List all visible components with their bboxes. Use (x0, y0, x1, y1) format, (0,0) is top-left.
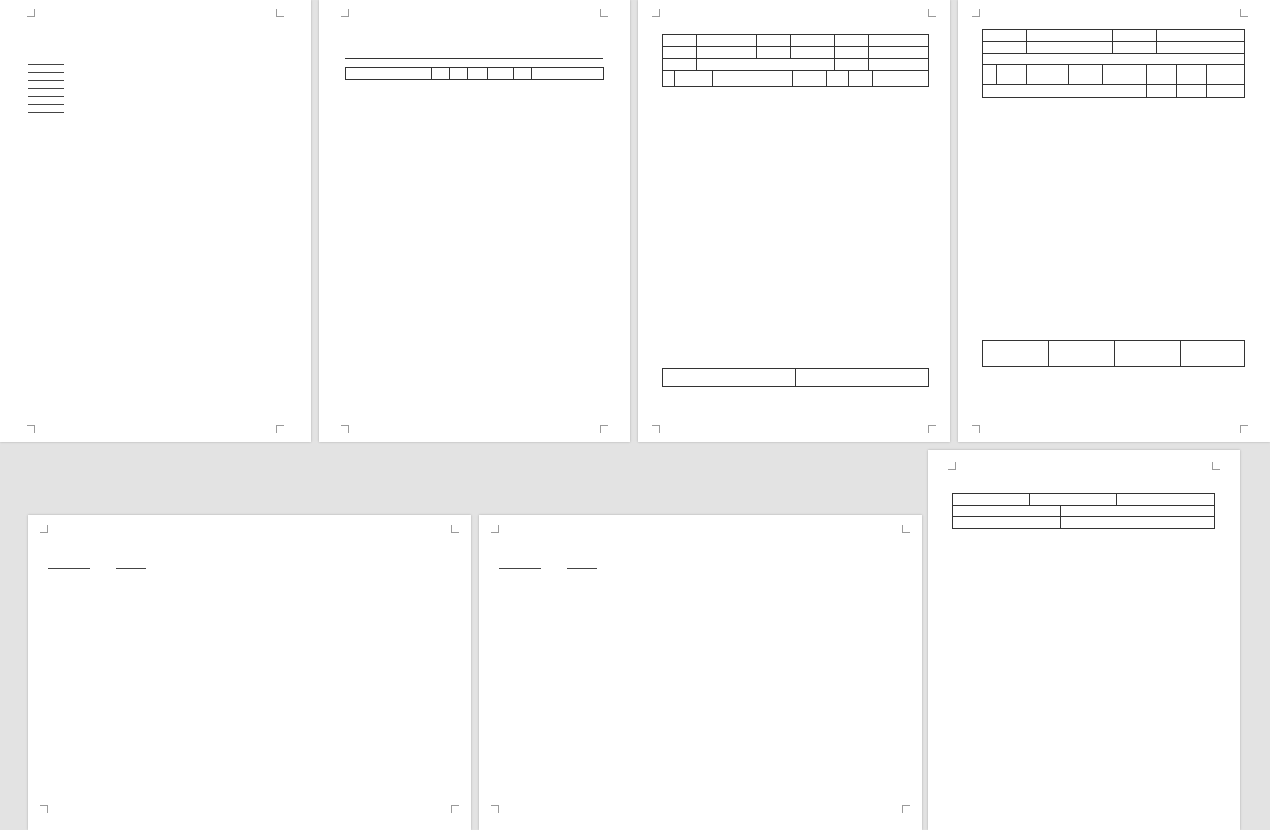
info-label (48, 562, 90, 569)
sign-cell (983, 341, 1049, 367)
fill-line (567, 563, 597, 569)
page-monthly-work-completion (28, 515, 471, 830)
field-label (28, 98, 64, 105)
header-cell (1027, 65, 1069, 85)
corner-mark (40, 525, 48, 533)
corner-mark (451, 525, 459, 533)
fill-line (28, 99, 64, 105)
label-cell (953, 494, 1030, 505)
corner-mark (902, 805, 910, 813)
fill-line (28, 91, 64, 97)
header-cell (849, 71, 873, 87)
sign-cell (953, 517, 1061, 529)
info-label (567, 562, 597, 569)
date-cell (1061, 506, 1215, 517)
fill-line (28, 67, 64, 73)
header-cell (1177, 65, 1207, 85)
value-cell (1207, 85, 1245, 98)
corner-mark (948, 462, 956, 470)
fill-line (28, 59, 64, 65)
date-range-cell (697, 59, 835, 71)
sign-cell (1049, 341, 1115, 367)
date-range-cell (983, 54, 1245, 65)
label-cell (835, 59, 869, 71)
value-cell (1157, 30, 1245, 42)
value-cell (791, 47, 835, 59)
corner-mark (341, 425, 349, 433)
page-training-needs-survey (0, 0, 311, 442)
page-monthly-work-plan (479, 515, 922, 830)
corner-mark (972, 9, 980, 17)
header-cell (514, 68, 532, 80)
header-cell (532, 68, 604, 80)
label-cell (983, 42, 1027, 54)
header-cell (675, 71, 713, 87)
corner-mark (491, 805, 499, 813)
date-cell (953, 506, 1061, 517)
corner-mark (1212, 462, 1220, 470)
sign-cell (1061, 517, 1215, 529)
field-label (28, 90, 64, 97)
plan-top-table (662, 34, 929, 71)
corner-mark (652, 9, 660, 17)
value-cell (869, 59, 929, 71)
label-cell (1113, 42, 1157, 54)
label-cell (663, 59, 697, 71)
value-cell (869, 47, 929, 59)
header-cell (488, 68, 514, 80)
plan-sign-table (662, 368, 929, 387)
header-cell (983, 65, 997, 85)
label-cell (1030, 494, 1117, 505)
header-cell (432, 68, 450, 80)
page-personal-performance-evaluation (958, 0, 1270, 442)
header-cell (827, 71, 849, 87)
plan-table (496, 570, 902, 788)
value-cell (869, 35, 929, 47)
page-training-feedback (319, 0, 630, 442)
field-label (28, 82, 64, 89)
fill-line (28, 83, 64, 89)
feedback-interview-table (952, 493, 1215, 529)
plan-main-table (662, 70, 929, 87)
label-cell (757, 47, 791, 59)
header-cell (1147, 65, 1177, 85)
header-cell (663, 71, 675, 87)
fill-line (28, 75, 64, 81)
header-cell (997, 65, 1027, 85)
value-cell (1027, 42, 1113, 54)
value-cell (1027, 30, 1113, 42)
value-cell (1177, 85, 1207, 98)
corner-mark (1240, 425, 1248, 433)
corner-mark (1240, 9, 1248, 17)
corner-mark (27, 9, 35, 17)
label-cell (757, 35, 791, 47)
corner-mark (928, 9, 936, 17)
info-label (116, 562, 146, 569)
corner-mark (451, 805, 459, 813)
label-cell (983, 30, 1027, 42)
corner-mark (600, 9, 608, 17)
header-cell (468, 68, 488, 80)
sign-cell (663, 369, 796, 387)
total-cell (983, 85, 1147, 98)
corner-mark (491, 525, 499, 533)
label-cell (835, 47, 869, 59)
eval-main-table (982, 64, 1245, 98)
corner-mark (276, 425, 284, 433)
field-label (28, 106, 64, 113)
fill-line (28, 107, 64, 113)
label-cell (663, 35, 697, 47)
header-cell (873, 71, 929, 87)
corner-mark (902, 525, 910, 533)
fill-line (48, 563, 90, 569)
value-cell (1157, 42, 1245, 54)
corner-mark (27, 425, 35, 433)
corner-mark (972, 425, 980, 433)
eval-top-table (982, 29, 1245, 65)
header-cell (450, 68, 468, 80)
field-label (28, 58, 64, 65)
field-label (28, 66, 64, 73)
info-label (499, 562, 541, 569)
label-cell (663, 47, 697, 59)
corner-mark (40, 805, 48, 813)
corner-mark (276, 9, 284, 17)
header-cell (1207, 65, 1245, 85)
value-cell (1147, 85, 1177, 98)
feedback-table (345, 67, 604, 80)
page-performance-feedback-interview (928, 450, 1240, 830)
header-cell (346, 68, 432, 80)
page-personal-performance-plan (638, 0, 950, 442)
fill-line (499, 563, 541, 569)
value-cell (791, 35, 835, 47)
header-cell (793, 71, 827, 87)
eval-sign-table (982, 340, 1245, 367)
sign-cell (1181, 341, 1245, 367)
header-cell (1103, 65, 1147, 85)
value-cell (697, 47, 757, 59)
label-cell (1117, 494, 1214, 505)
fill-line (116, 563, 146, 569)
value-cell (697, 35, 757, 47)
label-cell (1113, 30, 1157, 42)
header-cell (1069, 65, 1103, 85)
corner-mark (652, 425, 660, 433)
corner-mark (600, 425, 608, 433)
label-cell (835, 35, 869, 47)
info-row (953, 494, 1215, 506)
header-cell (713, 71, 793, 87)
field-label (28, 74, 64, 81)
completion-table (46, 570, 443, 787)
sign-cell (1115, 341, 1181, 367)
sign-cell (796, 369, 929, 387)
corner-mark (341, 9, 349, 17)
info-underline (345, 58, 603, 59)
corner-mark (928, 425, 936, 433)
